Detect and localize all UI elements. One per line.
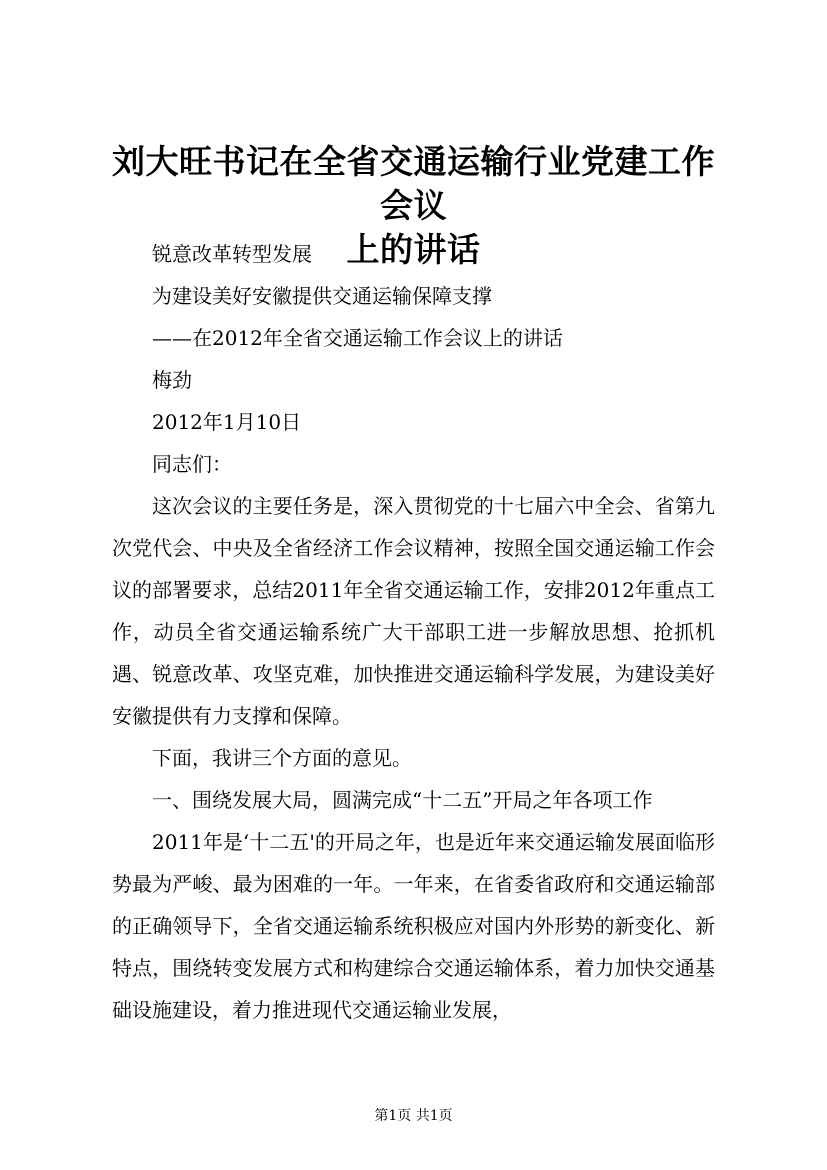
title-line-2: 上的讲话 [346, 230, 481, 269]
paragraph-2: 下面，我讲三个方面的意见。 [152, 746, 412, 770]
paragraph-3: 2011年是‘十二五'的开局之年，也是近年来交通运输发展面临形势最为严峻、最为困难的一年。一年来，在省委省政府和交通运输部的正确领导下，全省交通运输系统积极应对国内外形势的新变化、新特点，围绕转变发展方式和构建综合交通运输体系，着力加快交通基础设施建设，着力推进现代交通运输业发展， [112, 830, 715, 1022]
speech-date: 2012年1月10日 [152, 410, 302, 434]
subtitle-1: 锐意改革转型发展 [152, 242, 312, 266]
author: 梅劲 [152, 368, 192, 392]
section-heading-1: 一、围绕发展大局，圆满完成“十二五”开局之年各项工作 [152, 788, 653, 812]
document-body [112, 233, 715, 1031]
subtitle-3: ——在2012年全省交通运输工作会议上的讲话 [152, 326, 563, 350]
page-footer: 第1页 共1页 [374, 1108, 453, 1124]
title-line-1: 刘大旺书记在全省交通运输行业党建工作会议 [112, 142, 715, 225]
salutation: 同志们： [152, 452, 232, 476]
paragraph-1: 这次会议的主要任务是，深入贯彻党的十七届六中全会、省第九次党代会、中央及全省经济工作会议精神，按照全国交通运输工作会议的部署要求，总结2011年全省交通运输工作，安排2012年重点工作，动员全省交通运输系统广大干部职工进一步解放思想、抢抓机遇、锐意改革、攻坚克难，加快推进交通运输科学发展，为建设美好安徽提供有力支撑和保障。 [112, 494, 715, 728]
subtitle-2: 为建设美好安徽提供交通运输保障支撑 [152, 284, 492, 308]
